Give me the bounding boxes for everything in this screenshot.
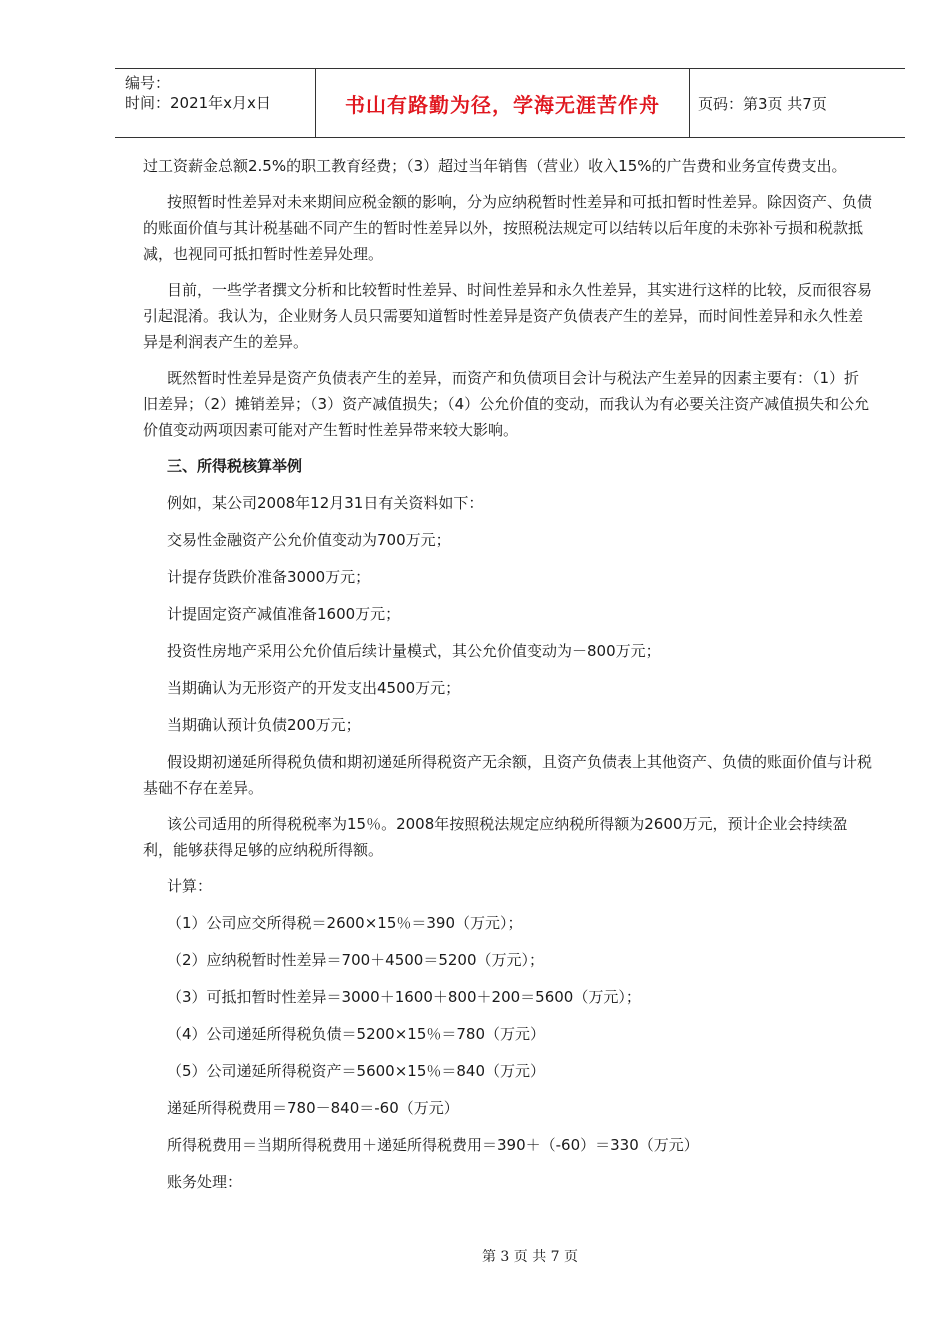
paragraph: 既然暂时性差异是资产负债表产生的差异，而资产和负债项目会计与税法产生差异的因素主要有：（1）折旧差异；（2）摊销差异；（3）资产减值损失；（4）公允价值的变动，而我认为有必要关注资产减值损失和公允价值变动两项因素可能对产生暂时性差异带来较大影响。	[143, 369, 870, 439]
section-heading: 三、所得税核算举例	[167, 457, 303, 475]
header-page-number: 页码：第3页 共7页	[698, 94, 827, 113]
example-line: 计提存货跌价准备3000万元；	[167, 568, 371, 586]
calc-line: 计算：	[167, 877, 213, 895]
page-footer: 第 3 页 共 7 页	[481, 1249, 579, 1265]
calc-line: （5）公司递延所得税资产＝5600×15％＝840（万元）	[167, 1062, 546, 1080]
page-header	[115, 68, 905, 138]
example-line: 交易性金融资产公允价值变动为700万元；	[167, 531, 451, 549]
calc-line: （2）应纳税暂时性差异＝700＋4500＝5200（万元）；	[167, 951, 545, 969]
paragraph: 假设期初递延所得税负债和期初递延所得税资产无余额，且资产负债表上其他资产、负债的账面价值与计税基础不存在差异。	[143, 753, 873, 797]
calc-line: 递延所得税费用＝780－840＝-60（万元）	[167, 1099, 459, 1117]
example-line: 例如，某公司2008年12月31日有关资料如下：	[167, 494, 484, 512]
paragraph: 该公司适用的所得税税率为15％。2008年按照税法规定应纳税所得额为2600万元，预计企业会持续盈利，能够获得足够的应纳税所得额。	[143, 815, 848, 859]
document-number: 编号：	[125, 74, 171, 92]
paragraph: 目前，一些学者撰文分析和比较暂时性差异、时间性差异和永久性差异，其实进行这样的比较，反而很容易引起混淆。我认为，企业财务人员只需要知道暂时性差异是资产负债表产生的差异，而时间性差异和永久性差异是利润表产生的差异。	[143, 281, 873, 351]
paragraph: 过工资薪金总额2.5%的职工教育经费；（3）超过当年销售（营业）收入15%的广告费和业务宣传费支出。	[143, 157, 847, 175]
document-time: 时间：2021年x月x日	[125, 94, 271, 112]
paragraph: 按照暂时性差异对未来期间应税金额的影响，分为应纳税暂时性差异和可抵扣暂时性差异。除因资产、负债的账面价值与其计税基础不同产生的暂时性差异以外，按照税法规定可以结转以后年度的未弥补亏损和税款抵减，也视同可抵扣暂时性差异处理。	[143, 193, 873, 263]
header-meta	[115, 69, 316, 137]
calc-line: 所得税费用＝当期所得税费用＋递延所得税费用＝390＋（-60）＝330（万元）	[167, 1136, 699, 1154]
document-body	[143, 153, 873, 1206]
example-line: 当期确认预计负债200万元；	[167, 716, 361, 734]
calc-line: （3）可抵扣暂时性差异＝3000＋1600＋800＋200＝5600（万元）；	[167, 988, 641, 1006]
calc-line: （1）公司应交所得税＝2600×15％＝390（万元）；	[167, 914, 523, 932]
example-line: 计提固定资产减值准备1600万元；	[167, 605, 401, 623]
header-motto: 书山有路勤为径，学海无涯苦作舟	[316, 69, 690, 137]
example-line: 当期确认为无形资产的开发支出4500万元；	[167, 679, 461, 697]
example-line: 投资性房地产采用公允价值后续计量模式，其公允价值变动为－800万元；	[167, 642, 661, 660]
calc-line: 账务处理：	[167, 1173, 243, 1191]
calc-line: （4）公司递延所得税负债＝5200×15％＝780（万元）	[167, 1025, 546, 1043]
